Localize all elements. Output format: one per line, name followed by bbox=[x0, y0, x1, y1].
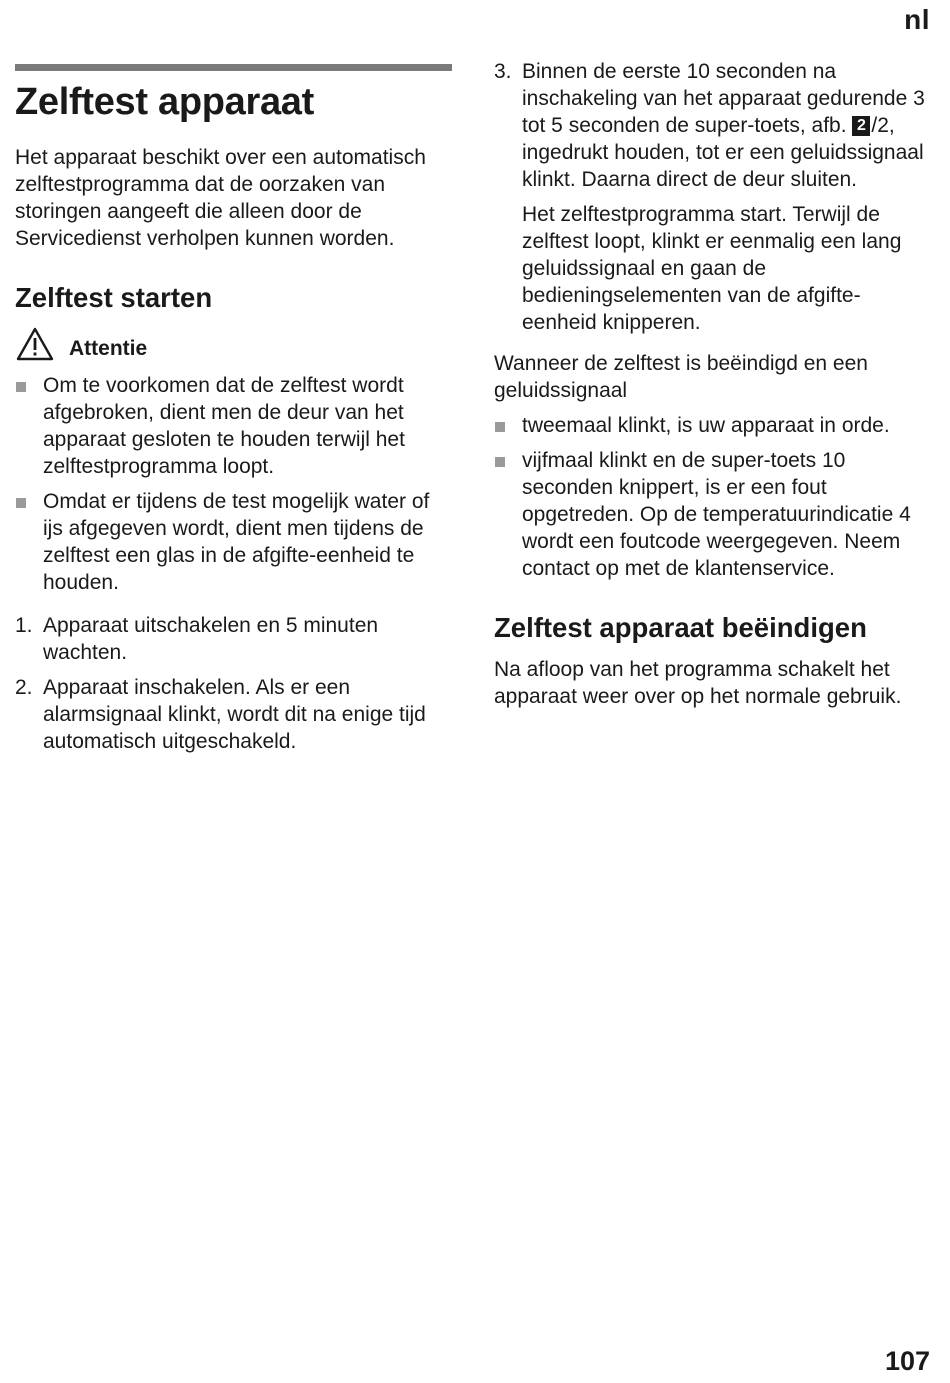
bullet-square-icon bbox=[495, 457, 505, 467]
outcome-text: tweemaal klinkt, is uw apparaat in orde. bbox=[522, 414, 890, 437]
intro-paragraph: Het apparaat beschikt over een automatisch zelftestprogramma dat de oorzaken van storingen aangeeft die alleen door de Servicedienst verholpen kunnen worden. bbox=[15, 146, 426, 250]
outcome-text: vijfmaal klinkt en de super-toets 10 seconden knippert, is er een fout opgetreden. Op de temperatuurindicatie 4 wordt een foutcode weergegeven. Neem contact op met de klantenservice. bbox=[522, 449, 911, 580]
end-paragraph: Na afloop van het programma schakelt het apparaat weer over op het normale gebruik. bbox=[494, 658, 902, 708]
warning-text: Om te voorkomen dat de zelftest wordt afgebroken, dient men de deur van het apparaat gesloten te houden terwijl het zelftestprogramma loopt. bbox=[43, 374, 405, 478]
step-text: Binnen de eerste 10 seconden na inschakeling van het apparaat gedurende 3 tot 5 seconden de super-toets, afb. bbox=[522, 60, 925, 137]
result-intro: Wanneer de zelftest is beëindigd en een geluidssignaal bbox=[494, 352, 868, 402]
language-tag: nl bbox=[904, 4, 930, 35]
step-number: 3. bbox=[494, 60, 512, 83]
step-number: 1. bbox=[15, 614, 33, 637]
list-item bbox=[494, 412, 934, 439]
list-item bbox=[15, 612, 452, 666]
step-text-continued: /2, ingedrukt houden, tot er een geluidssignaal klinkt. Daarna direct de deur sluiten. bbox=[522, 114, 924, 191]
bullet-square-icon bbox=[16, 498, 26, 508]
page-number: 107 bbox=[884, 1346, 930, 1376]
warning-list bbox=[15, 372, 452, 596]
attention-notice bbox=[15, 326, 452, 362]
figure-reference-badge: 2 bbox=[852, 116, 870, 136]
outcome-list bbox=[494, 412, 934, 582]
step-result: Het zelftestprogramma start. Terwijl de zelftest loopt, klinkt er eenmalig een lang geluidssignaal en gaan de bedieningselementen van de afgifte-eenheid knipperen. bbox=[522, 203, 902, 334]
right-column bbox=[494, 58, 934, 710]
step-text: Apparaat uitschakelen en 5 minuten wachten. bbox=[43, 614, 379, 664]
page-title: Zelftest apparaat bbox=[15, 81, 314, 123]
steps-list bbox=[15, 612, 452, 755]
section-heading-end: Zelftest apparaat beëindigen bbox=[494, 612, 867, 643]
list-item bbox=[494, 447, 934, 582]
step-text: Apparaat inschakelen. Als er een alarmsignaal klinkt, wordt dit na enige tijd automatisch uitgeschakeld. bbox=[43, 676, 426, 753]
left-column bbox=[15, 0, 452, 763]
list-item bbox=[15, 372, 452, 480]
list-item bbox=[15, 488, 452, 596]
warning-text: Omdat er tijdens de test mogelijk water of ijs afgegeven wordt, dient men tijdens de zelftest een glas in de afgifte-eenheid te houden. bbox=[43, 490, 430, 594]
warning-triangle-icon bbox=[15, 326, 55, 362]
step-number: 2. bbox=[15, 676, 33, 699]
heading-rule bbox=[15, 64, 452, 71]
steps-list-continued bbox=[494, 58, 934, 193]
list-item bbox=[494, 58, 934, 193]
bullet-square-icon bbox=[495, 422, 505, 432]
list-item bbox=[15, 674, 452, 755]
bullet-square-icon bbox=[16, 382, 26, 392]
attention-label: Attentie bbox=[69, 337, 148, 360]
section-heading-start: Zelftest starten bbox=[15, 282, 213, 313]
